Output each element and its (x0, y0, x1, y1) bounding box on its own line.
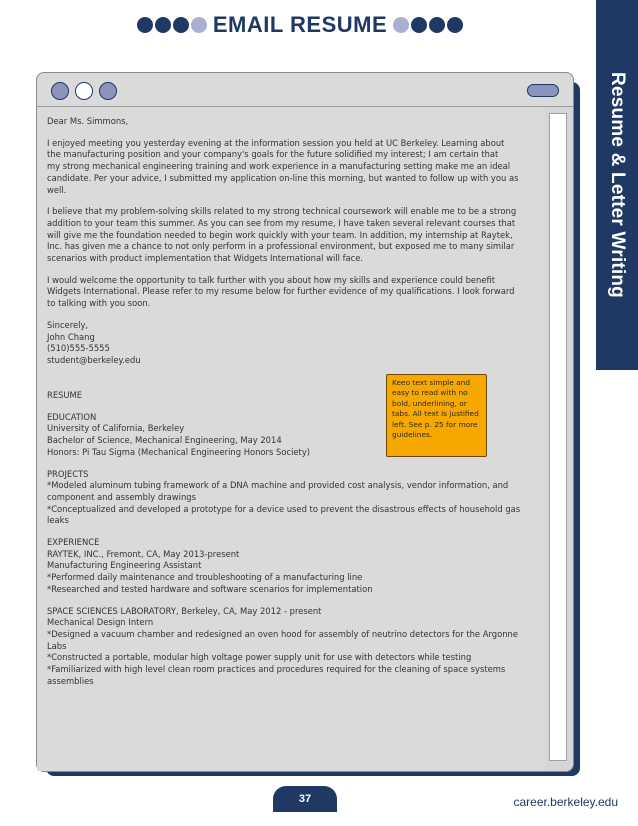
text-line: Bachelor of Science, Mechanical Engineering, May 2014 (47, 435, 282, 446)
text-line: my strong mechanical engineering training and work experience in a manufacturing setting make me an ideal (47, 161, 511, 172)
text-line: component and assembly drawings (47, 491, 196, 502)
section-heading: EDUCATION (47, 411, 97, 422)
sender-name: John Chang (47, 331, 95, 342)
experience-job-2 (47, 606, 537, 688)
page-number: 37 (273, 786, 337, 812)
header-dots-right (393, 17, 463, 33)
page-title: EMAIL RESUME (212, 12, 388, 37)
header-dots-left (137, 17, 207, 33)
text-line: RAYTEK, INC., Fremont, CA, May 2013-present (47, 548, 240, 559)
paragraph-3 (47, 275, 537, 310)
dot-icon (137, 17, 153, 33)
resume-heading: RESUME (47, 390, 83, 401)
closing: Sincerely, (47, 319, 89, 330)
text-line: SPACE SCIENCES LABORATORY, Berkeley, CA, May 2012 - present (47, 605, 322, 616)
window-titlebar (37, 73, 573, 107)
text-line: assemblies (47, 675, 94, 686)
text-line: Mechanical Design Intern (47, 617, 154, 628)
section-heading: PROJECTS (47, 468, 89, 479)
text-line: I enjoyed meeting you yesterday evening at the information session you held at UC Berkeley. Learning about (47, 137, 505, 148)
text-line: *Researched and tested hardware and software scenarios for implementation (47, 583, 373, 594)
dot-icon (429, 17, 445, 33)
text-line: *Conceptualized and developed a prototype for a device used to prevent the disastrous effects of household gas (47, 503, 521, 514)
text-line: addition to your team this summer. As you can see from my resume, I have taken several relevant courses that (47, 217, 516, 228)
salutation: Dear Ms. Simmons, (47, 116, 129, 126)
side-tab-label: Resume & Letter Writing (607, 72, 628, 298)
text-line: University of California, Berkeley (47, 423, 185, 434)
window-close-button[interactable] (51, 82, 69, 100)
window-maximize-button[interactable] (99, 82, 117, 100)
window-minimize-button[interactable] (75, 82, 93, 100)
text-line: Widgets International. Please refer to my resume below for further evidence of my qualifications. I look forward (47, 286, 515, 297)
text-line: Honors: Pi Tau Sigma (Mechanical Engineering Honors Society) (47, 446, 311, 457)
text-line: *Familiarized with high level clean room practices and procedures required for the cleaning of space systems (47, 664, 506, 675)
dot-icon (191, 17, 207, 33)
text-line: scenarios with product implementation that Widgets International will face. (47, 253, 364, 264)
text-line: leaks (47, 515, 69, 526)
text-line: *Performed daily maintenance and troubleshooting of a manufacturing line (47, 572, 363, 583)
paragraph-1 (47, 138, 537, 197)
footer-url[interactable]: career.berkeley.edu (513, 795, 618, 809)
text-line: the manufacturing position and your company's goals for the future solidified my interest; I am certain that (47, 149, 499, 160)
projects-section (47, 469, 537, 528)
experience-job-1 (47, 537, 537, 596)
text-line: *Designed a vacuum chamber and redesigned an oven hood for assembly of neutrino detectors for the Argonne (47, 628, 518, 639)
text-line: candidate. Per your advice, I submitted my application on-line this morning, but wanted to follow up with you as (47, 172, 519, 183)
text-line: *Constructed a portable, modular high voltage power supply unit for use with detectors while testing (47, 652, 472, 663)
text-line: to talking with you soon. (47, 298, 151, 309)
text-line: Manufacturing Engineering Assistant (47, 560, 202, 571)
sender-phone: (510)555-5555 (47, 343, 110, 354)
text-line: Labs (47, 640, 67, 651)
text-line: well. (47, 184, 67, 195)
text-line: I believe that my problem-solving skills related to my strong technical coursework will enable me to be a strong (47, 206, 517, 217)
window-scrollbar[interactable] (549, 113, 567, 761)
paragraph-2 (47, 206, 537, 265)
page-header (0, 8, 600, 42)
dot-icon (155, 17, 171, 33)
section-side-tab (596, 0, 638, 370)
signature-block (47, 320, 537, 367)
text-line: will give me the foundation needed to begin work quickly with your team. In addition, my internship at Raytek, (47, 229, 513, 240)
window-resize-handle[interactable] (527, 84, 559, 97)
dot-icon (411, 17, 427, 33)
sender-email[interactable]: student@berkeley.edu (47, 354, 141, 365)
text-line: Inc. has given me a chance to not only perform in a professional environment, but exposed me to many similar (47, 241, 515, 252)
tip-note: Keeo text simple and easy to read with no bold, underlining, or tabs. All text is justified left. See p. 25 for more guidelines. (386, 374, 487, 457)
dot-icon (173, 17, 189, 33)
dot-icon (447, 17, 463, 33)
section-heading: EXPERIENCE (47, 537, 100, 548)
text-line: *Modeled aluminum tubing framework of a DNA machine and provided cost analysis, vendor information, and (47, 480, 509, 491)
text-line: I would welcome the opportunity to talk further with you about how my skills and experience could benefit (47, 274, 496, 285)
dot-icon (393, 17, 409, 33)
